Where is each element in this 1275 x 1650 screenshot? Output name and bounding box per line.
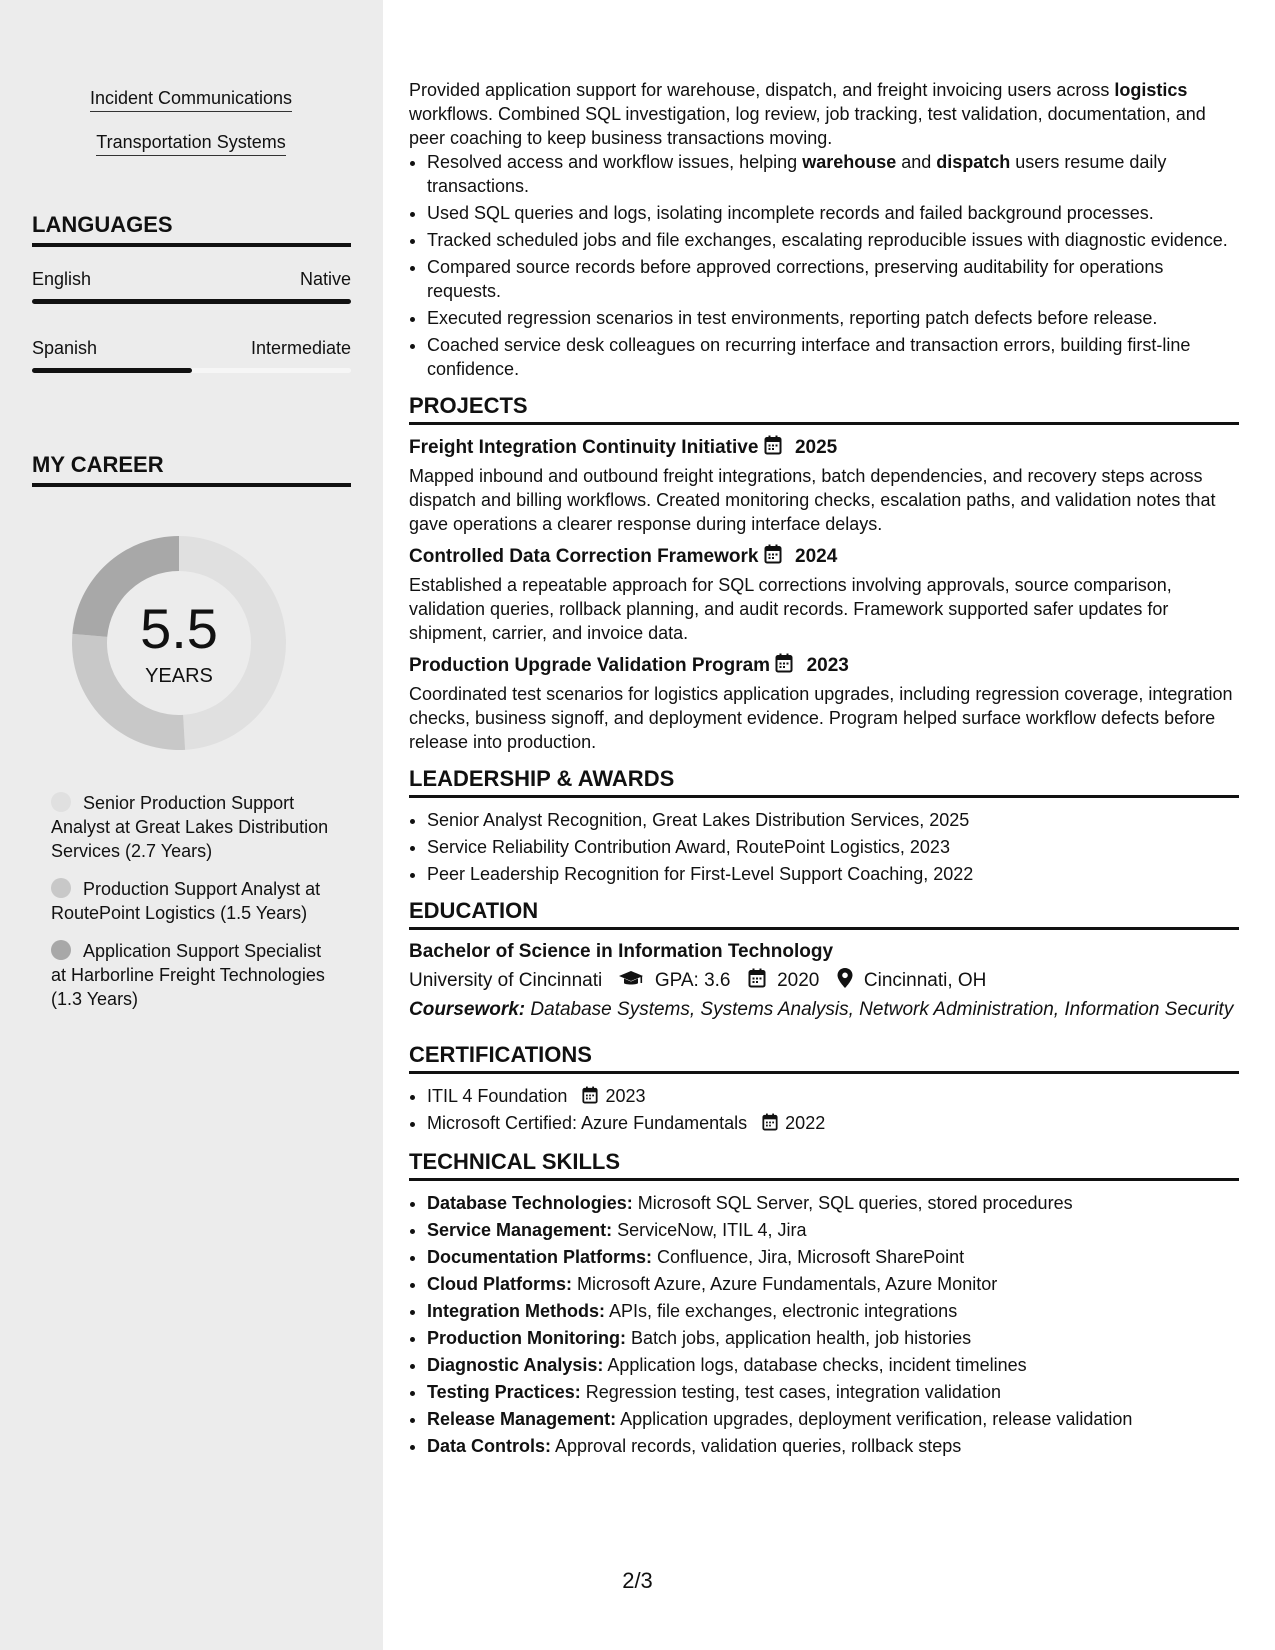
coursework: Coursework: Database Systems, Systems Analysis, Network Administration, Information Security bbox=[409, 999, 1234, 1020]
language-bar-fill bbox=[32, 299, 351, 304]
list-item: • Compared source records before approved corrections, preserving auditability for operations requests. bbox=[427, 255, 1239, 303]
language-level: Native bbox=[299, 269, 351, 289]
list-item: • Database Technologies: Microsoft SQL Server, SQL queries, stored procedures bbox=[427, 1191, 1239, 1215]
list-item: • Executed regression scenarios in test environments, reporting patch defects before release. bbox=[427, 306, 1239, 330]
leadership-list bbox=[409, 808, 1239, 886]
calendar-icon bbox=[764, 544, 782, 564]
list-item: • Service Reliability Contribution Award, RoutePoint Logistics, 2023 bbox=[427, 835, 1239, 859]
project-year: 2024 bbox=[795, 546, 838, 567]
main-content bbox=[409, 78, 1239, 1461]
language-english bbox=[32, 268, 351, 290]
skills-list bbox=[409, 1191, 1239, 1458]
location-pin-icon bbox=[837, 968, 853, 988]
language-name: English bbox=[32, 269, 92, 289]
legend-dot bbox=[51, 878, 71, 898]
degree-title: Bachelor of Science in Information Technology bbox=[409, 941, 834, 962]
skills-heading: TECHNICAL SKILLS bbox=[409, 1149, 1239, 1181]
career-item bbox=[51, 877, 331, 925]
list-item: • Tracked scheduled jobs and file exchanges, escalating reproducible issues with diagnostic evidence. bbox=[427, 228, 1239, 252]
certification-year: 2022 bbox=[785, 1113, 826, 1133]
project-year: 2023 bbox=[806, 655, 849, 676]
calendar-icon bbox=[775, 653, 793, 673]
certification-name: Microsoft Certified: Azure Fundamentals bbox=[427, 1113, 748, 1133]
list-item: • Production Monitoring: Batch jobs, application health, job histories bbox=[427, 1326, 1239, 1350]
list-item: • Diagnostic Analysis: Application logs, database checks, incident timelines bbox=[427, 1353, 1239, 1377]
project-title: Freight Integration Continuity Initiative 2025 bbox=[409, 437, 838, 458]
projects-heading: PROJECTS bbox=[409, 393, 1239, 425]
project-description: Established a repeatable approach for SQL corrections involving approvals, source comparison, validation queries, rollback planning, and audit records. Framework supported safer updates for shipment, carrier, and invoice data. bbox=[409, 575, 1172, 643]
list-item bbox=[427, 1084, 1239, 1108]
certifications-list bbox=[409, 1084, 1239, 1135]
legend-dot bbox=[51, 940, 71, 960]
list-item: • Testing Practices: Regression testing, test cases, integration validation bbox=[427, 1380, 1239, 1404]
list-item: • Data Controls: Approval records, validation queries, rollback steps bbox=[427, 1434, 1239, 1458]
leadership-heading: LEADERSHIP & AWARDS bbox=[409, 766, 1239, 798]
calendar-icon bbox=[764, 435, 782, 455]
language-spanish bbox=[32, 337, 351, 359]
language-name: Spanish bbox=[32, 338, 98, 358]
calendar-icon bbox=[762, 1113, 778, 1131]
graduation-cap-icon bbox=[618, 970, 644, 988]
list-item: • Resolved access and workflow issues, helping warehouse and dispatch users resume daily transactions. bbox=[427, 150, 1239, 198]
career-years-label: YEARS bbox=[145, 665, 213, 687]
experience-summary bbox=[409, 78, 1239, 150]
career-item bbox=[51, 939, 331, 1011]
career-item-text: Senior Production Support Analyst at Great Lakes Distribution Services (2.7 Years) bbox=[51, 793, 329, 861]
certifications-heading: CERTIFICATIONS bbox=[409, 1042, 1239, 1074]
list-item: • Documentation Platforms: Confluence, Jira, Microsoft SharePoint bbox=[427, 1245, 1239, 1269]
calendar-icon bbox=[748, 968, 766, 988]
project-description: Coordinated test scenarios for logistics application upgrades, including regression coverage, integration checks, business signoff, and deployment evidence. Program helped surface workflow defects before release into production. bbox=[409, 684, 1233, 752]
language-bar-spanish bbox=[32, 368, 351, 373]
career-heading: MY CAREER bbox=[32, 451, 351, 487]
career-item-text: Application Support Specialist at Harborline Freight Technologies (1.3 Years) bbox=[51, 941, 325, 1009]
experience-bullets bbox=[409, 150, 1239, 381]
tag-list bbox=[32, 86, 350, 174]
career-total-years: 5.5 bbox=[140, 597, 218, 660]
certification-year: 2023 bbox=[605, 1086, 646, 1106]
career-item bbox=[51, 791, 331, 863]
summary-text: workflows. Combined SQL investigation, log review, job tracking, test validation, documentation, and peer coaching to keep business transactions moving. bbox=[409, 104, 1206, 148]
education-heading: EDUCATION bbox=[409, 898, 1239, 930]
list-item bbox=[427, 1111, 1239, 1135]
languages-heading: LANGUAGES bbox=[32, 211, 351, 247]
career-item-text: Production Support Analyst at RoutePoint Logistics (1.5 Years) bbox=[51, 879, 321, 923]
gpa: GPA: 3.6 bbox=[654, 970, 731, 991]
page-number: 2/3 bbox=[622, 1568, 653, 1593]
list-item: • Senior Analyst Recognition, Great Lakes Distribution Services, 2025 bbox=[427, 808, 1239, 832]
list-item: • Cloud Platforms: Microsoft Azure, Azure Fundamentals, Azure Monitor bbox=[427, 1272, 1239, 1296]
education-details bbox=[409, 968, 1239, 994]
school-location: Cincinnati, OH bbox=[863, 970, 987, 991]
tag-transportation-systems: Transportation Systems bbox=[96, 130, 285, 156]
list-item: • Integration Methods: APIs, file exchanges, electronic integrations bbox=[427, 1299, 1239, 1323]
school-name: University of Cincinnati bbox=[409, 970, 603, 991]
graduation-year: 2020 bbox=[777, 970, 820, 991]
language-bar-fill bbox=[32, 368, 192, 373]
project-title: Production Upgrade Validation Program 2023 bbox=[409, 655, 849, 676]
calendar-icon bbox=[582, 1086, 598, 1104]
tag-incident-communications: Incident Communications bbox=[90, 86, 292, 112]
list-item: • Coached service desk colleagues on recurring interface and transaction errors, building first-line confidence. bbox=[427, 333, 1239, 381]
sidebar bbox=[0, 0, 383, 1650]
list-item: • Release Management: Application upgrades, deployment verification, release validation bbox=[427, 1407, 1239, 1431]
certification-name: ITIL 4 Foundation bbox=[427, 1086, 568, 1106]
summary-text: Provided application support for warehouse, dispatch, and freight invoicing users across bbox=[409, 80, 1115, 100]
list-item: • Service Management: ServiceNow, ITIL 4, Jira bbox=[427, 1218, 1239, 1242]
legend-dot bbox=[51, 792, 71, 812]
project-description: Mapped inbound and outbound freight integrations, batch dependencies, and recovery steps across dispatch and billing workflows. Created monitoring checks, escalation paths, and validation notes that gave operations a clearer response during interface delays. bbox=[409, 466, 1216, 534]
project-year: 2025 bbox=[794, 437, 838, 458]
language-level: Intermediate bbox=[250, 338, 351, 358]
project-title: Controlled Data Correction Framework 2024 bbox=[409, 546, 838, 567]
list-item: • Peer Leadership Recognition for First-Level Support Coaching, 2022 bbox=[427, 862, 1239, 886]
list-item: • Used SQL queries and logs, isolating incomplete records and failed background processes. bbox=[427, 201, 1239, 225]
summary-keyword: logistics bbox=[1114, 80, 1188, 100]
career-list bbox=[51, 791, 331, 1025]
language-bar-english bbox=[32, 299, 351, 304]
